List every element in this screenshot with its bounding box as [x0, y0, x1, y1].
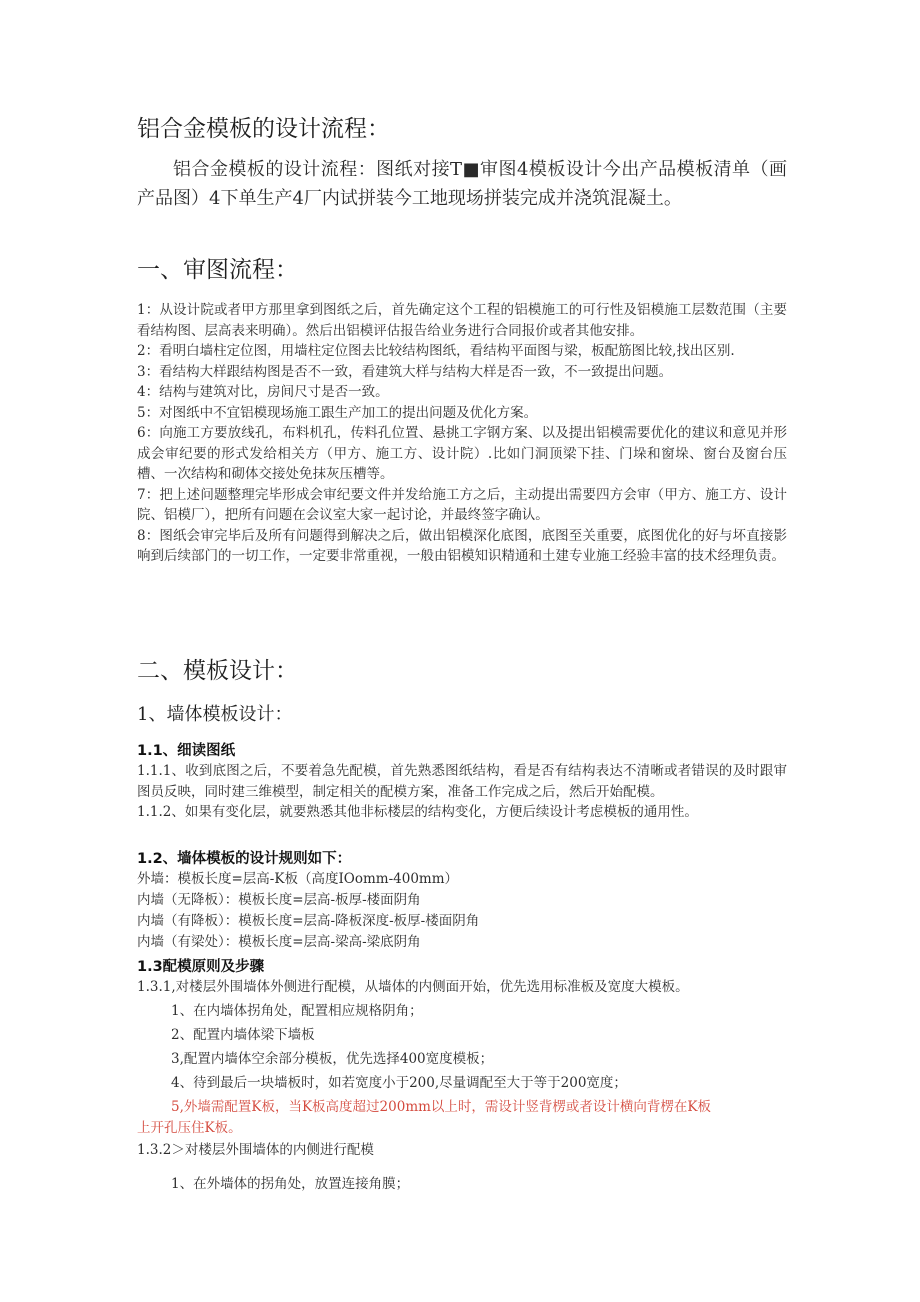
review-item-1: 1：从设计院或者甲方那里拿到图纸之后，首先确定这个工程的铝模施工的可行性及铝模施工层数范围（主要看结构图、层高表来明确）。然后出铝模评估报告给业务进行合同报价或者其他安排。	[137, 302, 787, 339]
review-item-6: 6：向施工方要放线孔，布料机孔，传料孔位置、悬挑工字钢方案、以及提出铝模需要优化的建议和意见并形成会审纪要的形式发给相关方（甲方、施工方、设计院）.比如门洞顶梁下挂、门垛和窗垛、窗台及窗台压槽、一次结构和砌体交接处免抹灰压槽等。	[137, 425, 787, 482]
paragraph-1-1-2: 1.1.2、如果有变化层，就要熟悉其他非标楼层的结构变化，方便后续设计考虑模板的通用性。	[137, 804, 698, 820]
principles-heading: 1.3配模原则及步骤	[137, 959, 265, 975]
review-item-5: 5：对图纸中不宜铝模现场施工跟生产加工的提出问题及优化方案。	[137, 404, 538, 421]
rule-outer-wall: 外墙：模板长度=层高-K板（高度IOomm-400mm）	[137, 871, 459, 887]
rule-inner-no-drop: 内墙（无降板）：模板长度=层高-板厚-楼面阴角	[137, 892, 421, 908]
step-3: 3,配置内墙体空余部分模板，优先选择400宽度模板；	[171, 1051, 494, 1067]
read-drawings-heading: 1.1、细读图纸	[137, 743, 236, 759]
section2-heading: 二、模板设计：	[137, 658, 298, 684]
review-item-7: 7：把上述问题整理完毕形成会审纪要文件并发给施工方之后，主动提出需要四方会审（甲方、施工方、设计院、铝模厂），把所有问题在会议室大家一起讨论，并最终签字确认。	[137, 486, 787, 523]
paragraph-1-3-2: 1.3.2＞对楼层外围墙体的内侧进行配模	[137, 1142, 374, 1158]
document-title: 铝合金模板的设计流程：	[137, 116, 390, 142]
rule-inner-with-drop: 内墙（有降板）：模板长度=层高-降板深度-板厚-楼面阴角	[137, 913, 480, 929]
review-item-8: 8：图纸会审完毕后及所有问题得到解决之后，做出铝模深化底图，底图至关重要，底图优化的好与坏直接影响到后续部门的一切工作，一定要非常重视，一般由铝模知识精通和土建专业施工经验丰富的技术经理负责。	[137, 527, 787, 564]
subsection-1-2	[137, 849, 787, 953]
intro-paragraph: 铝合金模板的设计流程：图纸对接T■审图4模板设计今出产品模板清单（画产品图）4下单生产4厂内试拼装今工地现场拼装完成并浇筑混凝土。	[137, 159, 787, 209]
rule-inner-with-beam: 内墙（有梁处）：模板长度=层高-梁高-梁底阴角	[137, 934, 421, 950]
k-board-note-continued: 上开孔压住K板。	[137, 1120, 242, 1136]
paragraph-1-3-1: 1.3.1,对楼层外围墙体外侧进行配模，从墙体的内侧面开始，优先选用标准板及宽度大模板。	[137, 979, 689, 995]
design-rules-heading: 1.2、墙体模板的设计规则如下：	[137, 851, 352, 867]
section1-heading: 一、审图流程：	[137, 257, 298, 283]
section1-list	[137, 300, 787, 567]
subsection-1-3	[137, 957, 787, 1195]
review-item-2: 2：看明白墙柱定位图，用墙柱定位图去比较结构图纸，看结构平面图与梁，板配筋图比较,找出区别.	[137, 343, 735, 359]
review-item-4: 4：结构与建筑对比，房间尺寸是否一致。	[137, 384, 389, 400]
review-item-3: 3：看结构大样跟结构图是否不一致，看建筑大样与结构大样是否一致，不一致提出问题。	[137, 363, 673, 380]
step-2: 2、配置内墙体梁下墙板	[171, 1027, 315, 1043]
subsection-1-1	[137, 741, 787, 823]
paragraph-1-1-1: 1.1.1、收到底图之后，不要着急先配模，首先熟悉图纸结构，看是否有结构表达不清晰或者错误的及时跟审图员反映，同时建三维模型，制定相关的配模方案，准备工作完成之后，然后开始配模。	[137, 763, 787, 800]
wall-design-heading: 1、墙体模板设计：	[137, 704, 293, 725]
outer-wall-step-1: 1、在外墙体的拐角处，放置连接角膜；	[171, 1176, 410, 1192]
step-1: 1、在内墙体拐角处，配置相应规格阴角；	[171, 1003, 423, 1019]
step-4: 4、待到最后一块墙板时，如若宽度小于200,尽量调配至大于等于200宽度；	[171, 1075, 627, 1091]
k-board-note: 5,外墙需配置K板，当K板高度超过200mm以上时，需设计竖背楞或者设计横向背楞在K板	[171, 1099, 712, 1115]
